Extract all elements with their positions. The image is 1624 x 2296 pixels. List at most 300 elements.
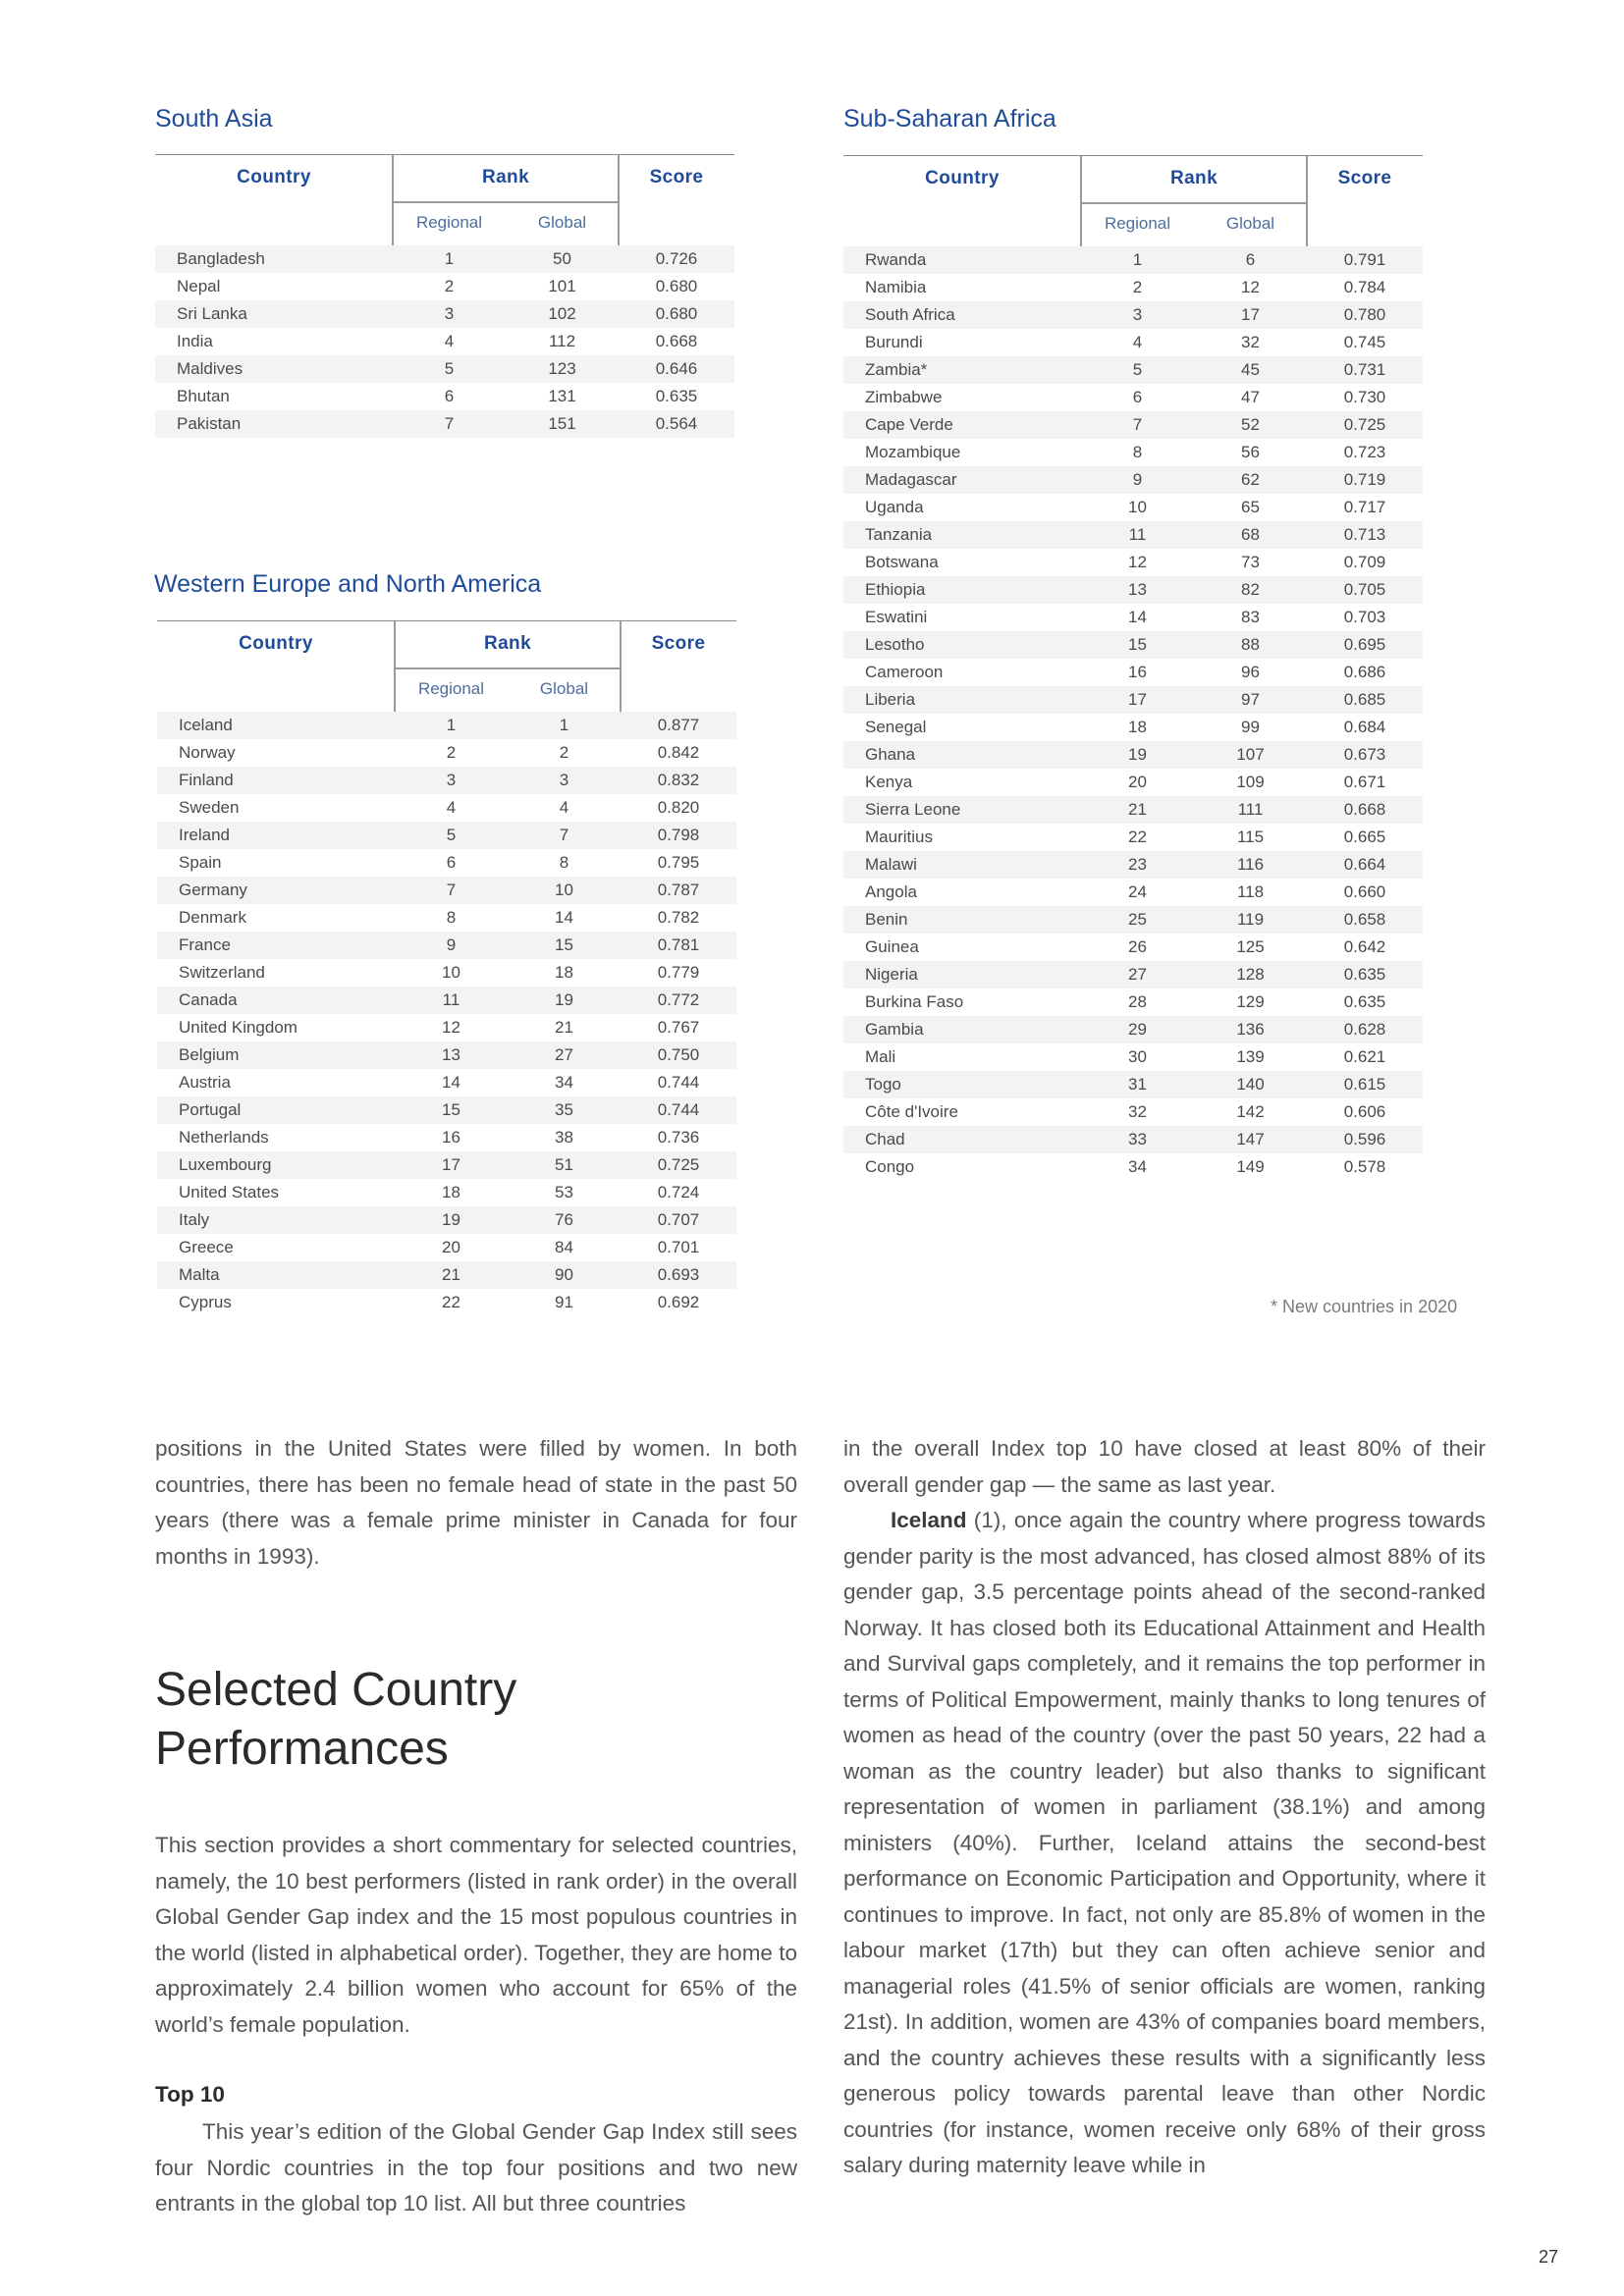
regional-rank-cell: 11	[1128, 525, 1147, 544]
table-row	[843, 521, 1423, 549]
south-asia-table	[155, 154, 734, 433]
regional-rank-cell: 16	[1128, 663, 1147, 681]
regional-rank-cell: 18	[442, 1183, 460, 1201]
table-row	[843, 329, 1423, 356]
regional-rank-cell: 10	[442, 963, 460, 982]
regional-rank-cell: 13	[1128, 580, 1147, 599]
country-cell: Liberia	[865, 690, 916, 709]
country-cell: Tanzania	[865, 525, 933, 544]
global-rank-cell: 131	[548, 387, 576, 405]
country-cell: United States	[179, 1183, 280, 1201]
score-cell: 0.723	[1343, 443, 1386, 461]
score-cell: 0.646	[655, 359, 698, 378]
score-cell: 0.635	[1343, 992, 1386, 1011]
global-rank-cell: 14	[555, 908, 573, 927]
country-cell: France	[179, 935, 231, 954]
rank-header: Rank	[1169, 168, 1218, 188]
country-cell: Sierra Leone	[865, 800, 961, 819]
regional-rank-cell: 34	[1128, 1157, 1147, 1176]
country-cell: Spain	[179, 853, 222, 872]
country-cell: Côte d'Ivoire	[865, 1102, 958, 1121]
regional-rank-cell: 15	[1128, 635, 1147, 654]
country-cell: Nigeria	[865, 965, 918, 984]
regional-rank-cell: 14	[442, 1073, 460, 1092]
country-cell: Pakistan	[177, 414, 242, 433]
regional-rank-cell: 32	[1128, 1102, 1147, 1121]
table-row	[157, 794, 736, 822]
table-row	[157, 1096, 736, 1124]
country-cell: Luxembourg	[179, 1155, 272, 1174]
table-row	[843, 659, 1423, 686]
regional-rank-cell: 5	[1132, 360, 1143, 379]
regional-rank-cell: 2	[444, 277, 455, 295]
regional-header: Regional	[415, 213, 483, 232]
score-header: Score	[649, 167, 704, 187]
global-rank-cell: 27	[555, 1045, 573, 1064]
score-cell: 0.642	[1343, 937, 1386, 956]
global-rank-cell: 3	[559, 771, 569, 789]
country-cell: Cyprus	[179, 1293, 232, 1311]
country-cell: Austria	[179, 1073, 231, 1092]
global-rank-cell: 83	[1241, 608, 1260, 626]
table-row	[157, 987, 736, 1014]
table-row	[157, 849, 736, 877]
global-rank-cell: 149	[1236, 1157, 1265, 1176]
global-rank-cell: 73	[1241, 553, 1260, 571]
table-row	[843, 631, 1423, 659]
table-header	[157, 620, 736, 712]
western-europe-title: Western Europe and North America	[154, 570, 542, 598]
table-row	[157, 1151, 736, 1179]
country-cell: Netherlands	[179, 1128, 269, 1147]
regional-rank-cell: 7	[446, 881, 457, 899]
score-cell: 0.724	[657, 1183, 700, 1201]
global-rank-cell: 140	[1236, 1075, 1265, 1094]
score-cell: 0.731	[1343, 360, 1386, 379]
country-cell: Sri Lanka	[177, 304, 247, 323]
global-rank-cell: 116	[1236, 855, 1265, 874]
score-cell: 0.685	[1343, 690, 1386, 709]
global-rank-cell: 139	[1236, 1047, 1265, 1066]
country-cell: Malawi	[865, 855, 917, 874]
table-row	[843, 824, 1423, 851]
table-row	[157, 904, 736, 932]
score-cell: 0.736	[657, 1128, 700, 1147]
table-row	[843, 1043, 1423, 1071]
regional-rank-cell: 6	[446, 853, 457, 872]
global-rank-cell: 34	[555, 1073, 573, 1092]
regional-rank-cell: 2	[1132, 278, 1143, 296]
country-cell: Mauritius	[865, 828, 933, 846]
score-cell: 0.795	[657, 853, 700, 872]
score-cell: 0.701	[657, 1238, 700, 1256]
score-cell: 0.668	[1343, 800, 1386, 819]
table-row	[157, 1124, 736, 1151]
country-cell: Finland	[179, 771, 234, 789]
global-rank-cell: 115	[1236, 828, 1265, 846]
right-paragraph-1: in the overall Index top 10 have closed at least 80% of their overall gender gap — the same as last year.	[843, 1436, 1486, 1497]
table-row	[157, 712, 736, 739]
table-row	[843, 274, 1423, 301]
regional-rank-cell: 5	[446, 826, 457, 844]
country-cell: Madagascar	[865, 470, 957, 489]
table-row	[157, 1234, 736, 1261]
regional-rank-cell: 2	[446, 743, 457, 762]
global-rank-cell: 62	[1241, 470, 1260, 489]
table-row	[843, 686, 1423, 714]
score-cell: 0.668	[655, 332, 698, 350]
country-cell: Bhutan	[177, 387, 230, 405]
country-cell: Cameroon	[865, 663, 944, 681]
table-row	[843, 576, 1423, 604]
country-cell: Namibia	[865, 278, 927, 296]
country-cell: Uganda	[865, 498, 924, 516]
regional-rank-cell: 17	[442, 1155, 460, 1174]
global-header: Global	[539, 679, 589, 698]
country-cell: Burundi	[865, 333, 923, 351]
score-cell: 0.578	[1343, 1157, 1386, 1176]
country-header: Country	[925, 168, 1000, 188]
table-header	[155, 154, 734, 245]
regional-rank-cell: 10	[1128, 498, 1147, 516]
table-row	[157, 877, 736, 904]
score-cell: 0.705	[1343, 580, 1386, 599]
global-rank-cell: 10	[555, 881, 573, 899]
regional-rank-cell: 9	[1132, 470, 1143, 489]
score-cell: 0.703	[1343, 608, 1386, 626]
score-cell: 0.628	[1343, 1020, 1386, 1039]
regional-rank-cell: 25	[1128, 910, 1147, 929]
regional-rank-cell: 13	[442, 1045, 460, 1064]
table-row	[843, 988, 1423, 1016]
score-cell: 0.680	[655, 304, 698, 323]
table-row	[843, 384, 1423, 411]
country-cell: South Africa	[865, 305, 955, 324]
section-heading: Selected Country Performances	[155, 1664, 517, 1775]
score-cell: 0.725	[1343, 415, 1386, 434]
global-rank-cell: 147	[1236, 1130, 1265, 1148]
regional-rank-cell: 14	[1128, 608, 1147, 626]
table-row	[843, 796, 1423, 824]
global-header: Global	[537, 213, 587, 232]
score-cell: 0.725	[657, 1155, 700, 1174]
regional-rank-cell: 30	[1128, 1047, 1147, 1066]
country-cell: United Kingdom	[179, 1018, 298, 1037]
table-row	[157, 1069, 736, 1096]
global-rank-cell: 6	[1245, 250, 1256, 269]
country-cell: Maldives	[177, 359, 244, 378]
global-rank-cell: 15	[555, 935, 573, 954]
score-cell: 0.744	[657, 1073, 700, 1092]
global-rank-cell: 53	[555, 1183, 573, 1201]
regional-rank-cell: 3	[444, 304, 455, 323]
global-rank-cell: 4	[559, 798, 569, 817]
country-cell: Botswana	[865, 553, 939, 571]
country-cell: Chad	[865, 1130, 905, 1148]
regional-rank-cell: 4	[1132, 333, 1143, 351]
south-asia-rows	[155, 245, 734, 438]
score-cell: 0.660	[1343, 882, 1386, 901]
global-rank-cell: 96	[1241, 663, 1260, 681]
global-rank-cell: 97	[1241, 690, 1260, 709]
global-rank-cell: 68	[1241, 525, 1260, 544]
table-row	[843, 714, 1423, 741]
global-rank-cell: 2	[559, 743, 569, 762]
global-rank-cell: 151	[548, 414, 576, 433]
score-cell: 0.781	[657, 935, 700, 954]
global-rank-cell: 119	[1236, 910, 1265, 929]
section-paragraph: This section provides a short commentary for selected countries, namely, the 10 best performers (listed in rank order) in the overall Global Gender Gap index and the 15 most populous countries in the world (listed in alphabetical order). Together, they are home to approximately 2.4 billion women who account for 65% of the world’s female population.	[155, 1833, 797, 2037]
score-cell: 0.635	[655, 387, 698, 405]
regional-rank-cell: 26	[1128, 937, 1147, 956]
regional-rank-cell: 1	[1132, 250, 1143, 269]
country-cell: Malta	[179, 1265, 220, 1284]
score-cell: 0.820	[657, 798, 700, 817]
score-cell: 0.842	[657, 743, 700, 762]
global-rank-cell: 32	[1241, 333, 1260, 351]
table-row	[157, 1041, 736, 1069]
global-rank-cell: 18	[555, 963, 573, 982]
score-cell: 0.787	[657, 881, 700, 899]
score-cell: 0.564	[655, 414, 698, 433]
score-cell: 0.707	[657, 1210, 700, 1229]
sub-saharan-title: Sub-Saharan Africa	[843, 105, 1056, 133]
global-rank-cell: 1	[559, 716, 569, 734]
regional-rank-cell: 1	[444, 249, 455, 268]
table-row	[157, 959, 736, 987]
global-rank-cell: 21	[555, 1018, 573, 1037]
table-row	[155, 245, 734, 273]
regional-rank-cell: 22	[442, 1293, 460, 1311]
score-cell: 0.673	[1343, 745, 1386, 764]
regional-rank-cell: 28	[1128, 992, 1147, 1011]
global-rank-cell: 51	[555, 1155, 573, 1174]
global-rank-cell: 111	[1237, 800, 1264, 819]
global-rank-cell: 118	[1236, 882, 1265, 901]
score-cell: 0.709	[1343, 553, 1386, 571]
regional-rank-cell: 29	[1128, 1020, 1147, 1039]
score-cell: 0.664	[1343, 855, 1386, 874]
global-rank-cell: 82	[1241, 580, 1260, 599]
country-cell: Sweden	[179, 798, 240, 817]
footnote: * New countries in 2020	[1271, 1297, 1458, 1316]
score-cell: 0.719	[1343, 470, 1386, 489]
table-row	[843, 411, 1423, 439]
regional-header: Regional	[417, 679, 485, 698]
regional-rank-cell: 3	[1132, 305, 1143, 324]
western-europe-rows	[157, 712, 736, 1316]
table-row	[843, 741, 1423, 769]
regional-rank-cell: 7	[444, 414, 455, 433]
global-rank-cell: 35	[555, 1100, 573, 1119]
global-rank-cell: 101	[548, 277, 576, 295]
country-cell: Ireland	[179, 826, 230, 844]
regional-rank-cell: 18	[1128, 718, 1147, 736]
table-row	[843, 301, 1423, 329]
regional-rank-cell: 4	[446, 798, 457, 817]
country-cell: Nepal	[177, 277, 221, 295]
table-row	[155, 300, 734, 328]
country-cell: Portugal	[179, 1100, 242, 1119]
table-row	[843, 356, 1423, 384]
global-header: Global	[1225, 214, 1275, 233]
country-cell: Switzerland	[179, 963, 265, 982]
score-cell: 0.798	[657, 826, 700, 844]
top10-paragraph: This year’s edition of the Global Gender Gap Index still sees four Nordic countries in the top four positions and two new entrants in the global top 10 list. All but three countries	[155, 2119, 797, 2216]
country-cell: Zimbabwe	[865, 388, 943, 406]
table-row	[157, 1014, 736, 1041]
table-header	[843, 155, 1423, 246]
table-row	[157, 767, 736, 794]
regional-rank-cell: 11	[442, 990, 460, 1009]
table-row	[155, 355, 734, 383]
table-row	[843, 1016, 1423, 1043]
country-header: Country	[237, 167, 311, 187]
table-row	[157, 1261, 736, 1289]
table-row	[155, 410, 734, 438]
table-row	[843, 906, 1423, 934]
right-paragraph-iceland: Iceland (1), once again the country where progress towards gender parity is the most advanced, has closed almost 88% of its gender gap, 3.5 percentage points ahead of the second-ranked Norway. It has closed both its Educational Attainment and Health and Survival gaps completely, and it remains the top performer in terms of Political Empowerment, mainly thanks to long tenures of women as head of the country (over the past 50 years, 22 had a woman as the country leader) but also thanks to significant representation of women in parliament (38.1%) and among ministers (40%). Further, Iceland attains the second-best performance on Economic Participation and Opportunity, where it continues to improve. In fact, not only are 85.8% of women in the labour market (17th) but they can often achieve senior and managerial roles (41.5% of senior officials are women, ranking 21st). In addition, women are 43% of companies board members, and the country achieves these results with a significantly less generous policy towards parental leave than other Nordic countries (for instance, women receive only 68% of their gross salary during maternity leave while in	[843, 1508, 1486, 2177]
regional-rank-cell: 22	[1128, 828, 1147, 846]
regional-rank-cell: 23	[1128, 855, 1147, 874]
country-cell: Greece	[179, 1238, 234, 1256]
score-cell: 0.658	[1343, 910, 1386, 929]
left-intro-paragraph: positions in the United States were filled by women. In both countries, there has been no female head of state in the past 50 years (there was a female prime minister in Canada for four months in 1993).	[155, 1436, 797, 1569]
table-row	[155, 273, 734, 300]
regional-rank-cell: 19	[442, 1210, 460, 1229]
regional-rank-cell: 27	[1128, 965, 1147, 984]
country-cell: Denmark	[179, 908, 246, 927]
global-rank-cell: 12	[1241, 278, 1260, 296]
table-row	[157, 1179, 736, 1206]
regional-rank-cell: 33	[1128, 1130, 1147, 1148]
country-cell: Eswatini	[865, 608, 928, 626]
score-cell: 0.635	[1343, 965, 1386, 984]
table-row	[843, 1071, 1423, 1098]
country-cell: Canada	[179, 990, 238, 1009]
country-cell: India	[177, 332, 213, 350]
table-row	[843, 466, 1423, 494]
table-row	[157, 739, 736, 767]
score-cell: 0.695	[1343, 635, 1386, 654]
score-cell: 0.745	[1343, 333, 1386, 351]
score-cell: 0.615	[1343, 1075, 1386, 1094]
score-cell: 0.680	[655, 277, 698, 295]
country-cell: Togo	[865, 1075, 901, 1094]
score-cell: 0.692	[657, 1293, 700, 1311]
score-cell: 0.686	[1343, 663, 1386, 681]
score-cell: 0.782	[657, 908, 700, 927]
regional-rank-cell: 5	[444, 359, 455, 378]
country-cell: Mali	[865, 1047, 896, 1066]
regional-rank-cell: 20	[1128, 773, 1147, 791]
table-row	[843, 439, 1423, 466]
score-cell: 0.671	[1343, 773, 1386, 791]
global-rank-cell: 52	[1241, 415, 1260, 434]
regional-rank-cell: 8	[446, 908, 457, 927]
table-row	[843, 961, 1423, 988]
table-row	[843, 879, 1423, 906]
regional-rank-cell: 24	[1128, 882, 1147, 901]
score-cell: 0.730	[1343, 388, 1386, 406]
table-row	[843, 851, 1423, 879]
country-cell: Guinea	[865, 937, 919, 956]
global-rank-cell: 102	[548, 304, 576, 323]
global-rank-cell: 128	[1236, 965, 1265, 984]
western-europe-table	[157, 620, 736, 1311]
regional-rank-cell: 3	[446, 771, 457, 789]
global-rank-cell: 136	[1236, 1020, 1265, 1039]
country-cell: Congo	[865, 1157, 915, 1176]
table-row	[155, 328, 734, 355]
global-rank-cell: 142	[1236, 1102, 1265, 1121]
score-cell: 0.717	[1343, 498, 1386, 516]
regional-rank-cell: 9	[446, 935, 457, 954]
country-cell: Lesotho	[865, 635, 925, 654]
score-cell: 0.877	[657, 716, 700, 734]
score-cell: 0.684	[1343, 718, 1386, 736]
score-header: Score	[1337, 168, 1392, 188]
country-cell: Burkina Faso	[865, 992, 964, 1011]
global-rank-cell: 7	[559, 826, 569, 844]
regional-rank-cell: 31	[1128, 1075, 1147, 1094]
table-row	[155, 383, 734, 410]
country-cell: Iceland	[179, 716, 233, 734]
regional-rank-cell: 7	[1132, 415, 1143, 434]
score-cell: 0.693	[657, 1265, 700, 1284]
regional-rank-cell: 6	[1132, 388, 1143, 406]
country-cell: Germany	[179, 881, 247, 899]
regional-rank-cell: 1	[446, 716, 457, 734]
country-cell: Italy	[179, 1210, 210, 1229]
global-rank-cell: 90	[555, 1265, 573, 1284]
sub-saharan-table	[843, 155, 1423, 1176]
country-cell: Ghana	[865, 745, 916, 764]
country-cell: Senegal	[865, 718, 927, 736]
regional-rank-cell: 4	[444, 332, 455, 350]
global-rank-cell: 123	[548, 359, 576, 378]
score-cell: 0.596	[1343, 1130, 1386, 1148]
sub-saharan-rows	[843, 246, 1423, 1181]
global-rank-cell: 129	[1236, 992, 1265, 1011]
page-number: 27	[1539, 2247, 1559, 2267]
score-cell: 0.750	[657, 1045, 700, 1064]
global-rank-cell: 109	[1236, 773, 1265, 791]
score-cell: 0.744	[657, 1100, 700, 1119]
global-rank-cell: 76	[555, 1210, 573, 1229]
country-cell: Gambia	[865, 1020, 924, 1039]
south-asia-title: South Asia	[155, 105, 273, 133]
table-row	[157, 822, 736, 849]
regional-rank-cell: 12	[1128, 553, 1147, 571]
country-cell: Zambia*	[865, 360, 928, 379]
top10-subheading: Top 10	[155, 2082, 225, 2107]
global-rank-cell: 65	[1241, 498, 1260, 516]
score-cell: 0.779	[657, 963, 700, 982]
table-row	[843, 769, 1423, 796]
country-cell: Kenya	[865, 773, 913, 791]
country-cell: Cape Verde	[865, 415, 953, 434]
country-cell: Norway	[179, 743, 236, 762]
regional-rank-cell: 21	[1128, 800, 1147, 819]
regional-rank-cell: 19	[1128, 745, 1147, 764]
global-rank-cell: 47	[1241, 388, 1260, 406]
score-cell: 0.621	[1343, 1047, 1386, 1066]
score-cell: 0.665	[1343, 828, 1386, 846]
score-cell: 0.784	[1343, 278, 1386, 296]
score-cell: 0.713	[1343, 525, 1386, 544]
score-cell: 0.726	[655, 249, 698, 268]
